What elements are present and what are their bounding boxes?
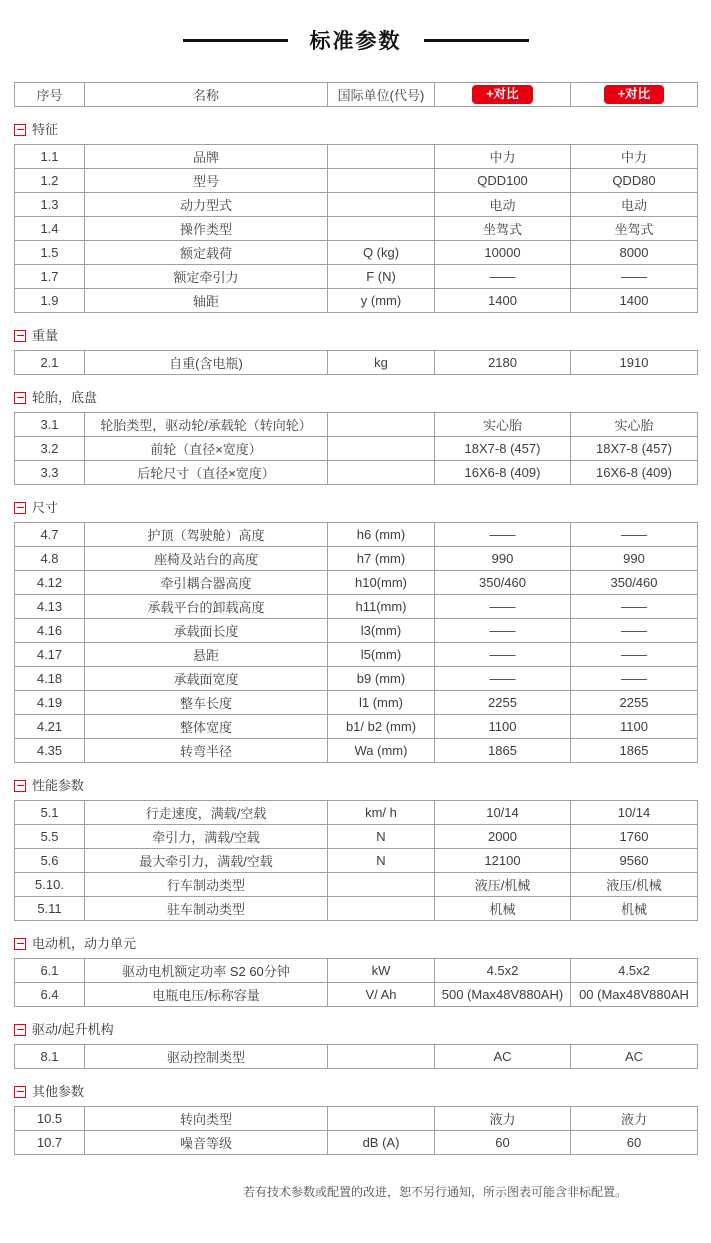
table-row: [15, 217, 698, 241]
header-col-no: 序号: [15, 83, 85, 107]
cell-index: 2.1: [15, 351, 85, 375]
table-row: [15, 849, 698, 873]
cell-value-model1: 中力: [435, 145, 571, 169]
header-col-name: 名称: [85, 83, 328, 107]
compare-button-model1[interactable]: +对比: [472, 85, 532, 105]
cell-unit: h11(mm): [328, 595, 435, 619]
cell-value-model1: 18X7-8 (457): [435, 437, 571, 461]
collapse-minus-icon[interactable]: [14, 330, 26, 342]
cell-value-model2: 16X6-8 (409): [571, 461, 698, 485]
cell-name: 承载面宽度: [85, 667, 328, 691]
cell-value-model2: 液力: [571, 1107, 698, 1131]
spec-section: [0, 1022, 711, 1069]
header-col-unit: 国际单位(代号): [328, 83, 435, 107]
cell-name: 最大牵引力，满载/空载: [85, 849, 328, 873]
spec-section: [0, 936, 711, 1007]
cell-value-model1: ——: [435, 265, 571, 289]
cell-name: 轮胎类型，驱动轮/承载轮（转向轮）: [85, 413, 328, 437]
cell-name: 噪音等级: [85, 1131, 328, 1155]
cell-index: 8.1: [15, 1045, 85, 1069]
cell-unit: y (mm): [328, 289, 435, 313]
cell-name: 整体宽度: [85, 715, 328, 739]
cell-value-model2: ——: [571, 595, 698, 619]
section-table: [14, 1106, 698, 1155]
cell-value-model2: 电动: [571, 193, 698, 217]
cell-name: 电瓶电压/标称容量: [85, 983, 328, 1007]
cell-unit: km/ h: [328, 801, 435, 825]
cell-unit: V/ Ah: [328, 983, 435, 1007]
cell-value-model1: 4.5x2: [435, 959, 571, 983]
cell-index: 1.4: [15, 217, 85, 241]
header-col-compare-2: [571, 83, 698, 107]
table-row: [15, 1107, 698, 1131]
cell-unit: dB (A): [328, 1131, 435, 1155]
collapse-minus-icon[interactable]: [14, 938, 26, 950]
table-row: [15, 739, 698, 763]
cell-unit: l1 (mm): [328, 691, 435, 715]
cell-name: 前轮（直径×宽度）: [85, 437, 328, 461]
cell-unit: h6 (mm): [328, 523, 435, 547]
cell-value-model2: 990: [571, 547, 698, 571]
cell-unit: kW: [328, 959, 435, 983]
header-col-compare-1: [435, 83, 571, 107]
section-table: [14, 522, 698, 763]
cell-index: 5.10.: [15, 873, 85, 897]
cell-index: 4.13: [15, 595, 85, 619]
header-table: [14, 82, 698, 107]
cell-unit: kg: [328, 351, 435, 375]
cell-name: 自重(含电瓶): [85, 351, 328, 375]
cell-unit: [328, 413, 435, 437]
cell-index: 3.2: [15, 437, 85, 461]
table-row: [15, 667, 698, 691]
cell-value-model1: ——: [435, 643, 571, 667]
cell-value-model1: 2255: [435, 691, 571, 715]
cell-index: 4.19: [15, 691, 85, 715]
section-header[interactable]: [14, 778, 711, 793]
collapse-minus-icon[interactable]: [14, 502, 26, 514]
collapse-minus-icon[interactable]: [14, 780, 26, 792]
section-table: [14, 350, 698, 375]
cell-value-model2: 8000: [571, 241, 698, 265]
table-row: [15, 1045, 698, 1069]
cell-value-model1: ——: [435, 595, 571, 619]
cell-index: 4.12: [15, 571, 85, 595]
cell-value-model1: 500 (Max48V880AH): [435, 983, 571, 1007]
cell-index: 3.3: [15, 461, 85, 485]
cell-unit: b1/ b2 (mm): [328, 715, 435, 739]
cell-value-model1: 10000: [435, 241, 571, 265]
cell-value-model2: AC: [571, 1045, 698, 1069]
cell-value-model2: QDD80: [571, 169, 698, 193]
cell-name: 牵引耦合器高度: [85, 571, 328, 595]
cell-name: 牵引力，满载/空载: [85, 825, 328, 849]
cell-value-model2: ——: [571, 265, 698, 289]
cell-value-model2: 00 (Max48V880AH: [571, 983, 698, 1007]
section-label: 轮胎，底盘: [32, 390, 98, 405]
cell-name: 悬距: [85, 643, 328, 667]
cell-index: 4.16: [15, 619, 85, 643]
cell-unit: [328, 437, 435, 461]
collapse-minus-icon[interactable]: [14, 124, 26, 136]
cell-index: 1.1: [15, 145, 85, 169]
section-header[interactable]: [14, 1084, 711, 1099]
cell-value-model1: ——: [435, 619, 571, 643]
cell-name: 护顶（驾驶舱）高度: [85, 523, 328, 547]
cell-index: 10.5: [15, 1107, 85, 1131]
table-row: [15, 265, 698, 289]
section-label: 电动机，动力单元: [32, 936, 137, 951]
section-header[interactable]: [14, 122, 711, 137]
cell-name: 转向类型: [85, 1107, 328, 1131]
cell-unit: F (N): [328, 265, 435, 289]
header-row: [15, 83, 698, 107]
cell-index: 5.5: [15, 825, 85, 849]
table-row: [15, 241, 698, 265]
cell-value-model1: 实心胎: [435, 413, 571, 437]
table-row: [15, 145, 698, 169]
compare-button-model2[interactable]: +对比: [604, 85, 664, 105]
table-row: [15, 983, 698, 1007]
cell-index: 1.5: [15, 241, 85, 265]
section-header[interactable]: [14, 936, 711, 951]
cell-value-model2: 1760: [571, 825, 698, 849]
cell-value-model1: 电动: [435, 193, 571, 217]
section-header[interactable]: [14, 328, 711, 343]
cell-index: 4.8: [15, 547, 85, 571]
cell-name: 额定载荷: [85, 241, 328, 265]
cell-value-model1: 1865: [435, 739, 571, 763]
cell-value-model2: 18X7-8 (457): [571, 437, 698, 461]
cell-index: 5.6: [15, 849, 85, 873]
section-label: 性能参数: [32, 778, 85, 793]
cell-value-model2: ——: [571, 619, 698, 643]
table-row: [15, 595, 698, 619]
cell-name: 转弯半径: [85, 739, 328, 763]
cell-value-model1: ——: [435, 523, 571, 547]
cell-unit: N: [328, 849, 435, 873]
collapse-minus-icon[interactable]: [14, 1024, 26, 1036]
table-row: [15, 437, 698, 461]
cell-value-model2: 1865: [571, 739, 698, 763]
sections-container: [0, 122, 711, 1155]
cell-unit: [328, 1107, 435, 1131]
title-line-right: [424, 39, 529, 42]
section-header[interactable]: [14, 500, 711, 515]
section-label: 驱动/起升机构: [32, 1022, 114, 1037]
section-table: [14, 412, 698, 485]
table-row: [15, 351, 698, 375]
table-row: [15, 619, 698, 643]
collapse-minus-icon[interactable]: [14, 392, 26, 404]
cell-value-model2: 机械: [571, 897, 698, 921]
cell-name: 额定牵引力: [85, 265, 328, 289]
table-row: [15, 413, 698, 437]
cell-name: 行车制动类型: [85, 873, 328, 897]
table-row: [15, 825, 698, 849]
cell-value-model1: 液压/机械: [435, 873, 571, 897]
cell-value-model1: ——: [435, 667, 571, 691]
table-row: [15, 547, 698, 571]
spec-section: [0, 778, 711, 921]
spec-section: [0, 328, 711, 375]
cell-unit: [328, 193, 435, 217]
section-header[interactable]: [14, 1022, 711, 1037]
cell-name: 承载面长度: [85, 619, 328, 643]
cell-name: 驱动控制类型: [85, 1045, 328, 1069]
collapse-minus-icon[interactable]: [14, 1086, 26, 1098]
cell-name: 轴距: [85, 289, 328, 313]
table-row: [15, 959, 698, 983]
cell-name: 型号: [85, 169, 328, 193]
cell-unit: b9 (mm): [328, 667, 435, 691]
table-row: [15, 193, 698, 217]
cell-value-model1: 坐驾式: [435, 217, 571, 241]
cell-value-model2: 1910: [571, 351, 698, 375]
section-table: [14, 800, 698, 921]
cell-value-model2: ——: [571, 667, 698, 691]
cell-value-model2: 2255: [571, 691, 698, 715]
cell-unit: [328, 897, 435, 921]
cell-index: 3.1: [15, 413, 85, 437]
cell-name: 操作类型: [85, 217, 328, 241]
cell-value-model1: AC: [435, 1045, 571, 1069]
cell-name: 驻车制动类型: [85, 897, 328, 921]
cell-index: 4.17: [15, 643, 85, 667]
table-row: [15, 289, 698, 313]
cell-value-model2: 1400: [571, 289, 698, 313]
section-label: 特征: [32, 122, 59, 137]
cell-value-model2: 350/460: [571, 571, 698, 595]
page-title-block: [0, 25, 711, 55]
cell-unit: [328, 1045, 435, 1069]
cell-index: 1.9: [15, 289, 85, 313]
table-row: [15, 643, 698, 667]
spec-section: [0, 500, 711, 763]
cell-name: 座椅及站台的高度: [85, 547, 328, 571]
cell-index: 4.7: [15, 523, 85, 547]
spec-section: [0, 390, 711, 485]
cell-value-model1: 60: [435, 1131, 571, 1155]
table-row: [15, 691, 698, 715]
cell-name: 整车长度: [85, 691, 328, 715]
cell-value-model1: 1100: [435, 715, 571, 739]
cell-unit: [328, 873, 435, 897]
section-label: 其他参数: [32, 1084, 85, 1099]
cell-value-model2: 1100: [571, 715, 698, 739]
cell-value-model2: 9560: [571, 849, 698, 873]
table-row: [15, 571, 698, 595]
cell-unit: l3(mm): [328, 619, 435, 643]
cell-unit: [328, 217, 435, 241]
table-row: [15, 715, 698, 739]
table-row: [15, 461, 698, 485]
cell-name: 后轮尺寸（直径×宽度）: [85, 461, 328, 485]
cell-index: 6.1: [15, 959, 85, 983]
cell-index: 4.21: [15, 715, 85, 739]
table-row: [15, 801, 698, 825]
cell-name: 承载平台的卸载高度: [85, 595, 328, 619]
spec-section: [0, 1084, 711, 1155]
cell-value-model1: 16X6-8 (409): [435, 461, 571, 485]
cell-value-model1: 12100: [435, 849, 571, 873]
cell-value-model1: 液力: [435, 1107, 571, 1131]
table-row: [15, 169, 698, 193]
section-header[interactable]: [14, 390, 711, 405]
cell-index: 1.2: [15, 169, 85, 193]
cell-unit: [328, 145, 435, 169]
cell-value-model1: 990: [435, 547, 571, 571]
section-label: 尺寸: [32, 500, 59, 515]
spec-section: [0, 122, 711, 313]
cell-value-model1: 2000: [435, 825, 571, 849]
cell-value-model2: ——: [571, 643, 698, 667]
cell-value-model1: QDD100: [435, 169, 571, 193]
cell-unit: Q (kg): [328, 241, 435, 265]
cell-value-model1: 2180: [435, 351, 571, 375]
cell-value-model2: 10/14: [571, 801, 698, 825]
cell-unit: [328, 461, 435, 485]
cell-unit: h7 (mm): [328, 547, 435, 571]
cell-index: 5.1: [15, 801, 85, 825]
table-row: [15, 873, 698, 897]
page-title: 标准参数: [309, 30, 402, 53]
footer-note: 若有技术参数或配置的改进，恕不另行通知，所示图表可能含非标配置。: [242, 1185, 627, 1199]
cell-index: 6.4: [15, 983, 85, 1007]
cell-value-model2: 液压/机械: [571, 873, 698, 897]
cell-name: 驱动电机额定功率 S2 60分钟: [85, 959, 328, 983]
section-table: [14, 958, 698, 1007]
cell-index: 1.3: [15, 193, 85, 217]
cell-value-model2: 坐驾式: [571, 217, 698, 241]
cell-value-model1: 10/14: [435, 801, 571, 825]
cell-name: 行走速度，满载/空载: [85, 801, 328, 825]
cell-value-model2: ——: [571, 523, 698, 547]
cell-value-model2: 实心胎: [571, 413, 698, 437]
cell-unit: N: [328, 825, 435, 849]
section-label: 重量: [32, 328, 59, 343]
cell-index: 10.7: [15, 1131, 85, 1155]
cell-name: 动力型式: [85, 193, 328, 217]
cell-index: 4.18: [15, 667, 85, 691]
section-table: [14, 1044, 698, 1069]
cell-index: 1.7: [15, 265, 85, 289]
table-row: [15, 897, 698, 921]
cell-name: 品牌: [85, 145, 328, 169]
cell-value-model1: 1400: [435, 289, 571, 313]
table-row: [15, 1131, 698, 1155]
cell-value-model1: 机械: [435, 897, 571, 921]
cell-value-model2: 60: [571, 1131, 698, 1155]
section-table: [14, 144, 698, 313]
title-line-left: [183, 39, 288, 42]
cell-unit: [328, 169, 435, 193]
cell-value-model2: 中力: [571, 145, 698, 169]
cell-value-model2: 4.5x2: [571, 959, 698, 983]
cell-value-model1: 350/460: [435, 571, 571, 595]
table-row: [15, 523, 698, 547]
cell-unit: h10(mm): [328, 571, 435, 595]
cell-unit: Wa (mm): [328, 739, 435, 763]
cell-index: 4.35: [15, 739, 85, 763]
cell-unit: l5(mm): [328, 643, 435, 667]
cell-index: 5.11: [15, 897, 85, 921]
